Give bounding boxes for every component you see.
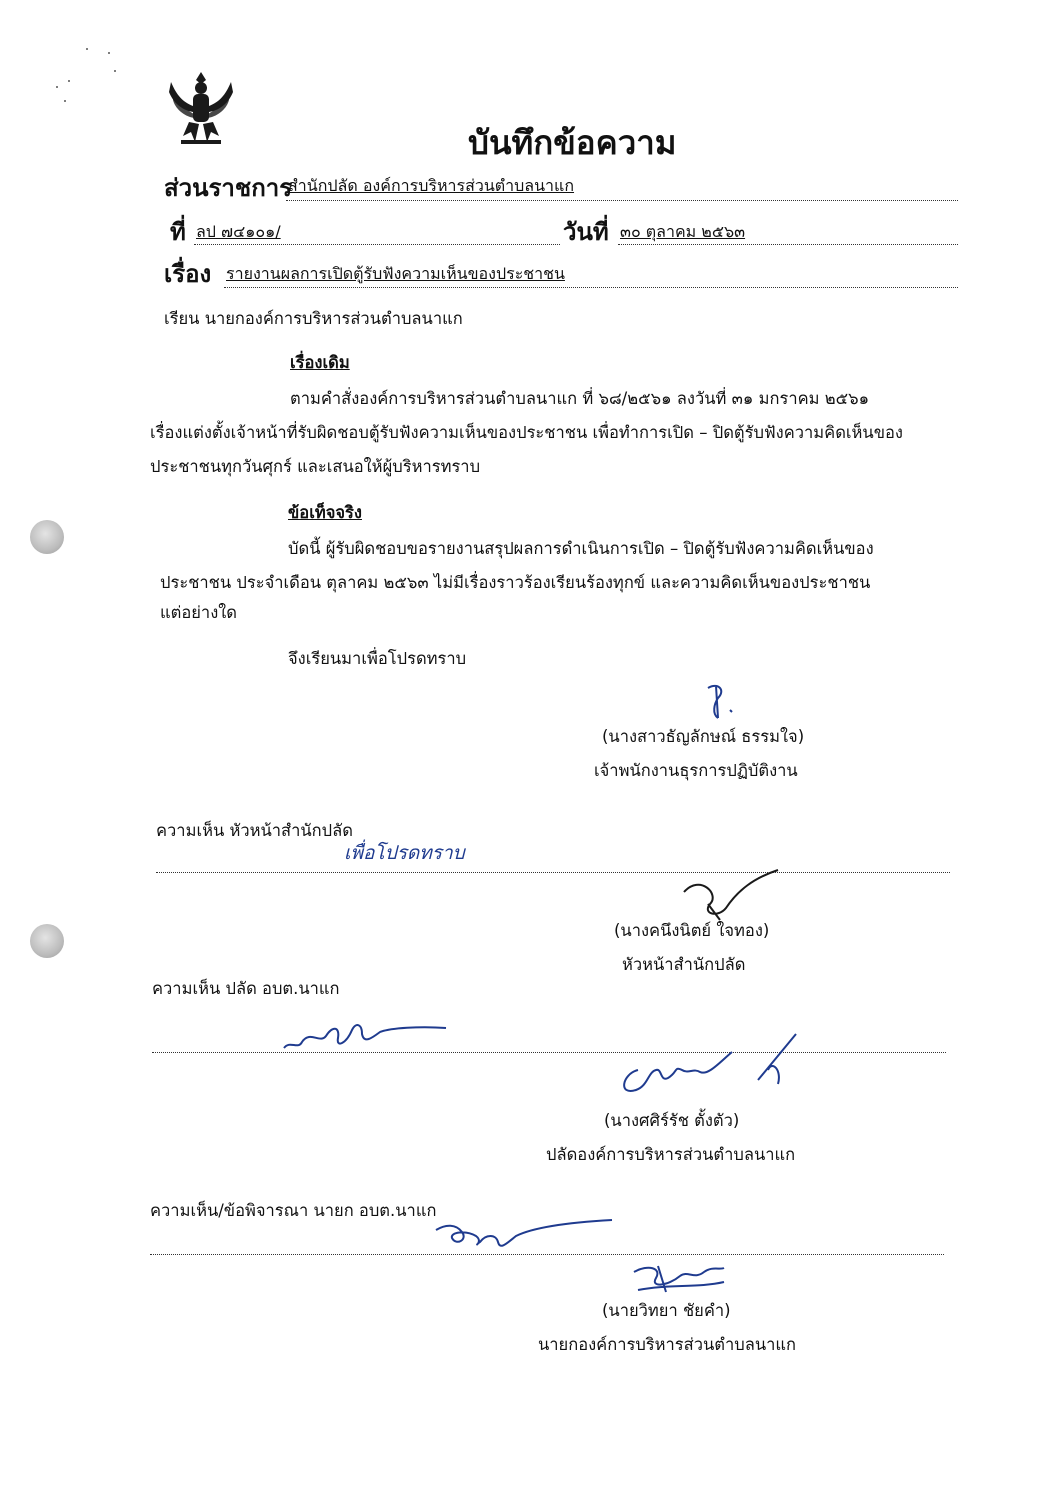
date-dotline bbox=[618, 244, 958, 245]
scan-speck bbox=[86, 48, 88, 50]
agency-label: ส่วนราชการ bbox=[164, 174, 293, 202]
signature-4 bbox=[628, 1258, 728, 1298]
facts-line: บัดนี้ ผู้รับผิดชอบขอรายงานสรุปผลการดำเนินการเปิด – ปิดตู้รับฟังความคิดเห็นของ bbox=[288, 539, 874, 558]
agency-value: สำนักปลัด องค์การบริหารส่วนตำบลนาแก bbox=[288, 176, 575, 195]
facts-heading: ข้อเท็จจริง bbox=[288, 503, 362, 522]
scan-speck bbox=[56, 86, 58, 88]
scan-speck bbox=[64, 100, 66, 102]
handwritten-note-3 bbox=[426, 1212, 616, 1256]
signer3-position: ปลัดองค์การบริหารส่วนตำบลนาแก bbox=[546, 1145, 796, 1164]
agency-dotline bbox=[286, 200, 958, 201]
opinion1-label: ความเห็น หัวหน้าสำนักปลัด bbox=[156, 821, 353, 840]
signature-2 bbox=[680, 864, 780, 924]
scan-speck bbox=[114, 70, 116, 72]
ref-dotline bbox=[194, 244, 560, 245]
opinion2-handwritten bbox=[300, 1010, 302, 1011]
ref-label: ที่ bbox=[170, 218, 186, 246]
opinion2-label: ความเห็น ปลัด อบต.นาแก bbox=[152, 979, 340, 998]
facts-line: ประชาชน ประจำเดือน ตุลาคม ๒๕๖๓ ไม่มีเรื่องราวร้องเรียนร้องทุกข์ และความคิดเห็นของประชาชน bbox=[160, 573, 871, 592]
opinion2-dotline bbox=[152, 1052, 946, 1053]
ref-value: ลป ๗๔๑๐๑/ bbox=[196, 222, 281, 241]
opinion3-handwritten bbox=[440, 1210, 442, 1211]
background-line: เรื่องแต่งตั้งเจ้าหน้าที่รับผิดชอบตู้รับฟังความเห็นของประชาชน เพื่อทำการเปิด – ปิดตู้รับฟังความคิดเห็นของ bbox=[150, 423, 903, 442]
scan-speck bbox=[68, 80, 70, 82]
punch-hole bbox=[30, 520, 64, 554]
signer3-name: (นางศศิร์รัช ตั้งตัว) bbox=[604, 1111, 740, 1130]
background-heading: เรื่องเดิม bbox=[290, 353, 350, 372]
background-line: ตามคำสั่งองค์การบริหารส่วนตำบลนาแก ที่ ๖๘/๒๕๖๑ ลงวันที่ ๓๑ มกราคม ๒๕๖๑ bbox=[290, 389, 870, 408]
facts-line: แต่อย่างใด bbox=[160, 603, 238, 622]
signer4-position: นายกองค์การบริหารส่วนตำบลนาแก bbox=[538, 1335, 797, 1354]
garuda-emblem-icon bbox=[163, 66, 239, 148]
punch-hole bbox=[30, 924, 64, 958]
subject-value: รายงานผลการเปิดตู้รับฟังความเห็นของประชาชน bbox=[226, 264, 565, 283]
opinion3-label: ความเห็น/ข้อพิจารณา นายก อบต.นาแก bbox=[150, 1201, 437, 1220]
signer2-name: (นางคนึงนิตย์ ใจทอง) bbox=[614, 921, 770, 940]
background-line: ประชาชนทุกวันศุกร์ และเสนอให้ผู้บริหารทราบ bbox=[150, 457, 481, 476]
signer2-position: หัวหน้าสำนักปลัด bbox=[622, 955, 746, 974]
signature-1 bbox=[696, 680, 756, 724]
closing-text: จึงเรียนมาเพื่อโปรดทราบ bbox=[288, 649, 467, 668]
signature-3 bbox=[608, 1030, 808, 1100]
date-value: ๓๐ ตุลาคม ๒๕๖๓ bbox=[620, 222, 746, 241]
signer1-position: เจ้าพนักงานธุรการปฏิบัติงาน bbox=[594, 761, 798, 780]
opinion1-dotline bbox=[156, 872, 950, 873]
signer4-name: (นายวิทยา ชัยคำ) bbox=[602, 1301, 731, 1320]
scan-speck bbox=[108, 52, 110, 54]
opinion1-handwritten: เพื่อโปรดทราบ bbox=[344, 842, 465, 864]
subject-label: เรื่อง bbox=[164, 260, 212, 288]
page-title: บันทึกข้อความ bbox=[468, 123, 677, 162]
signer1-name: (นางสาวธัญลักษณ์ ธรรมใจ) bbox=[602, 727, 805, 746]
addressee: เรียน นายกองค์การบริหารส่วนตำบลนาแก bbox=[164, 309, 463, 328]
date-label: วันที่ bbox=[563, 218, 609, 246]
subject-dotline bbox=[224, 287, 958, 288]
opinion3-dotline bbox=[150, 1254, 944, 1255]
